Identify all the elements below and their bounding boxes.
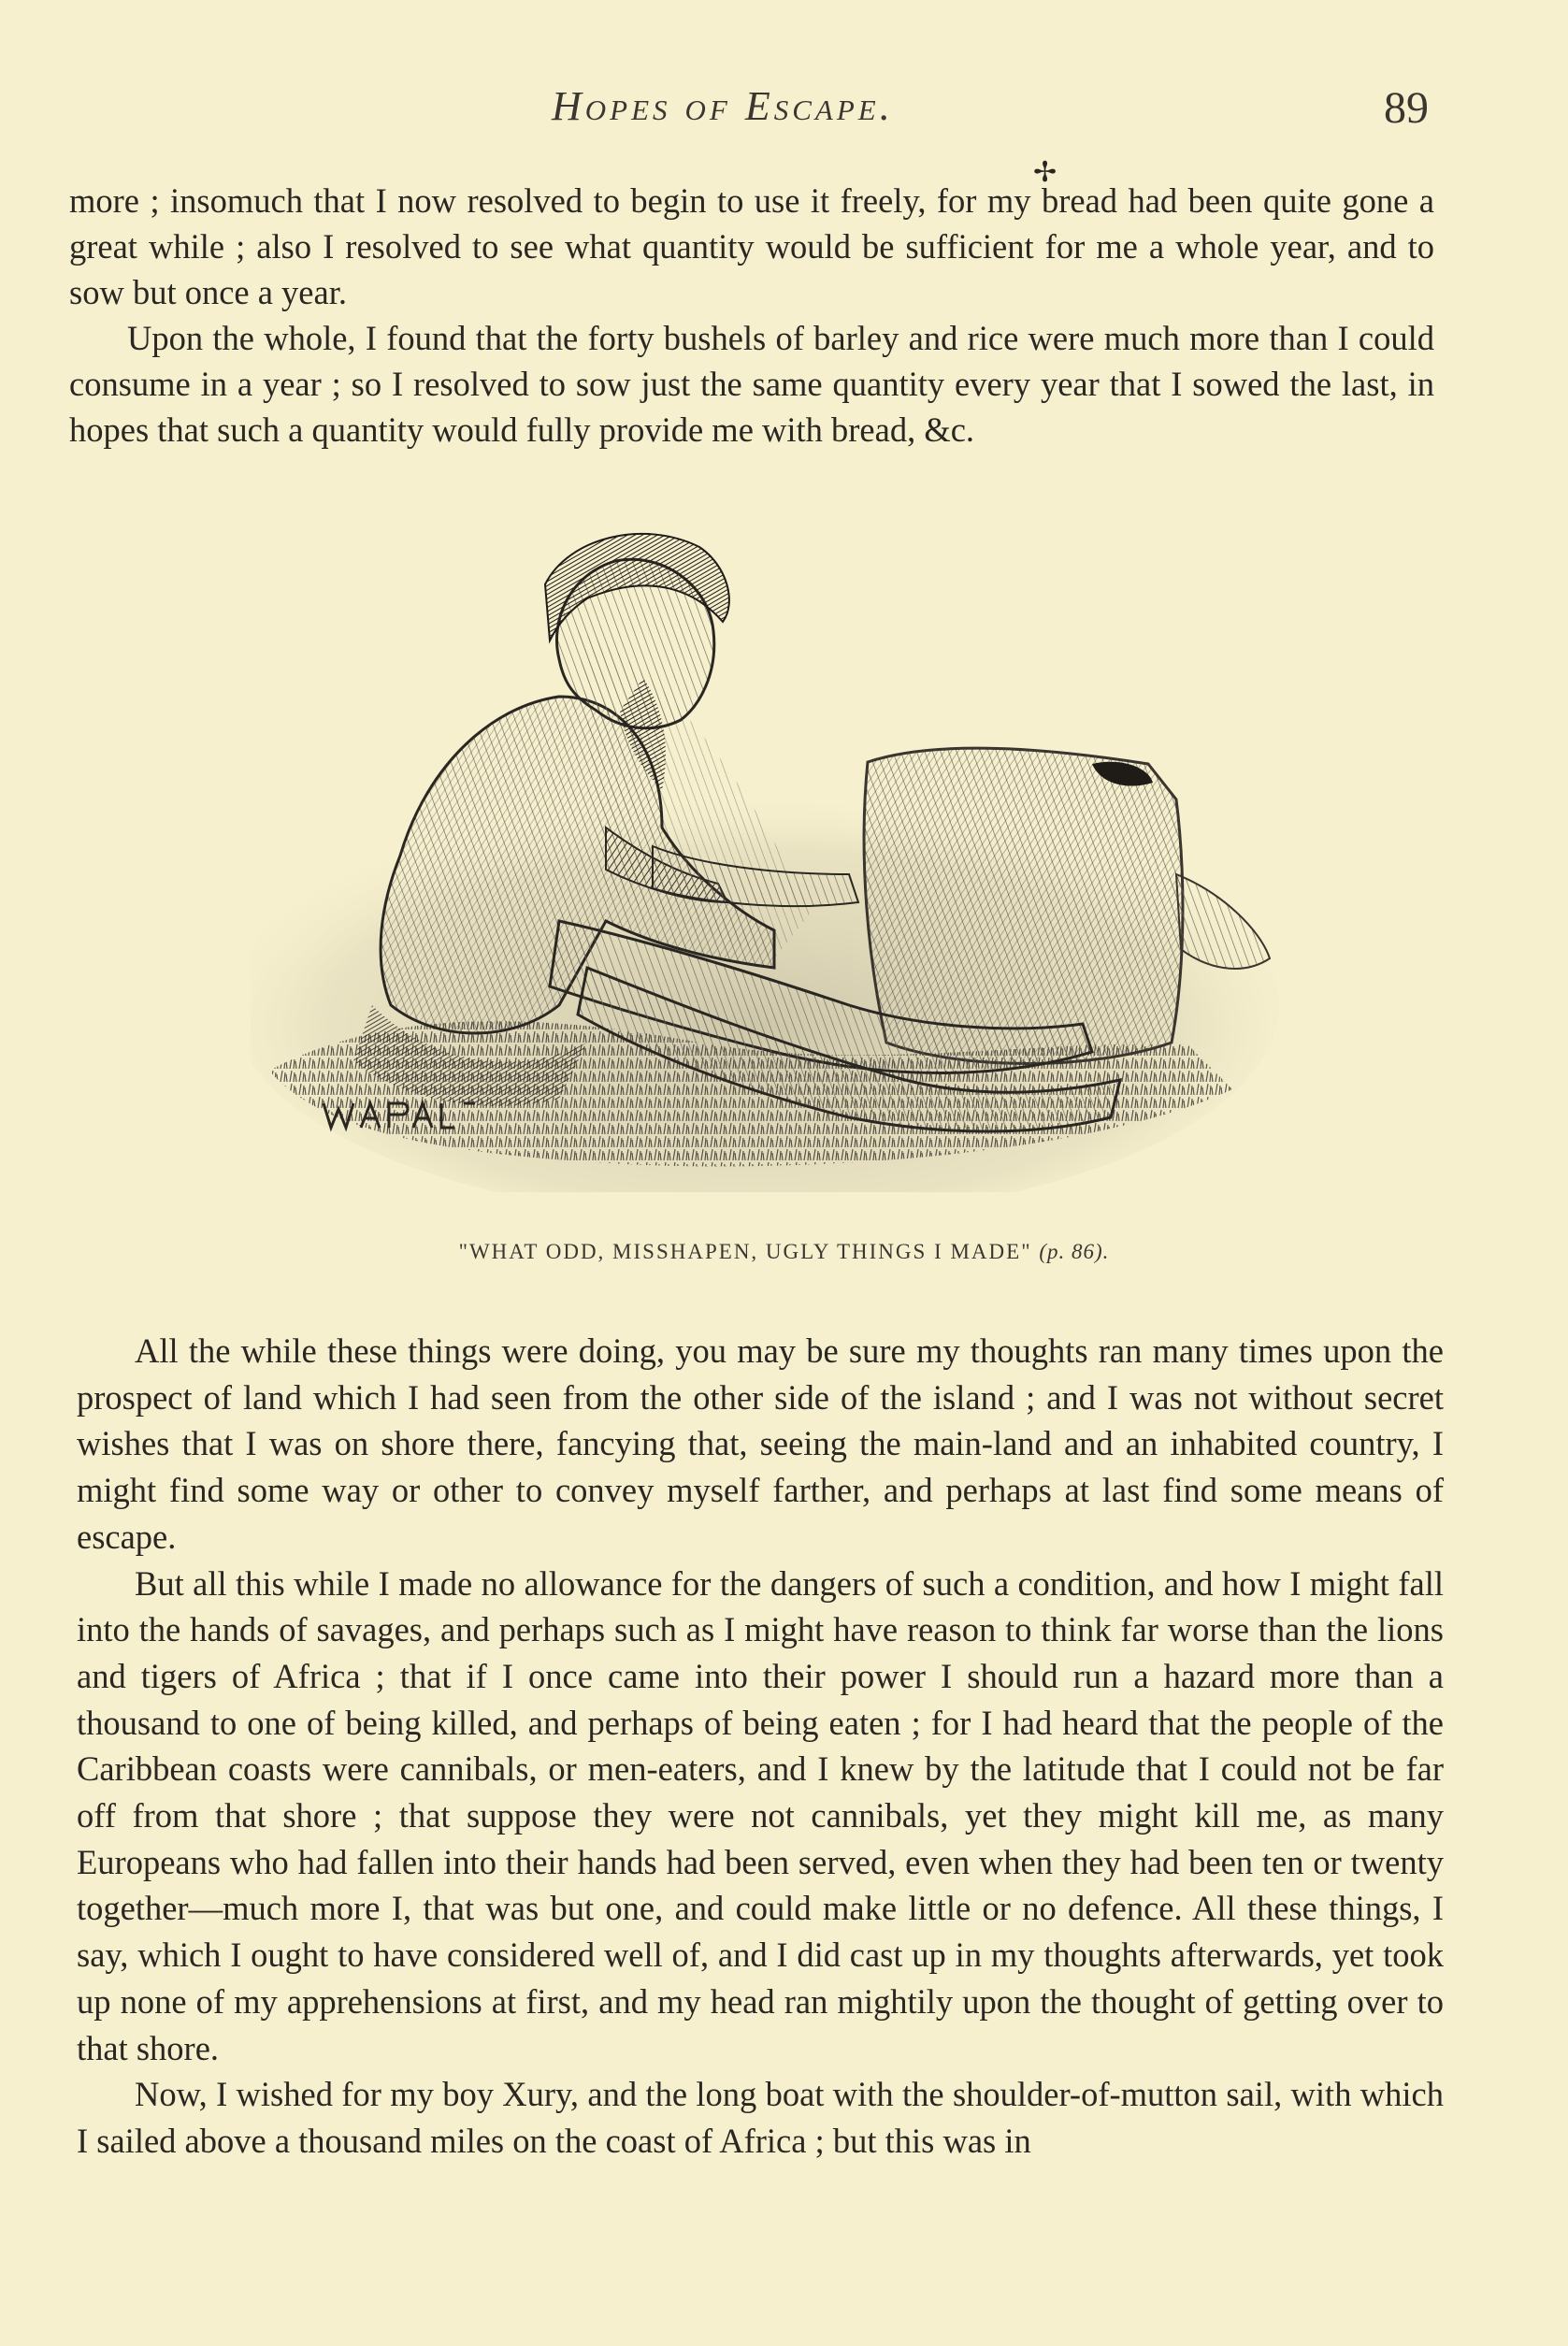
paragraph: more ; insomuch that I now resolved to begin to use it freely, for my bread had been quite gone a great while ; also I resolved to see what quantity would be sufficient for me a whole year, and to sow but once a year.	[69, 181, 1434, 311]
illustration-caption	[0, 1240, 1568, 1264]
running-title: Hopes of Escape.	[552, 83, 894, 129]
caption-text: "WHAT ODD, MISSHAPEN, UGLY THINGS I MADE"	[458, 1240, 1032, 1263]
bottom-text	[77, 1328, 1444, 2165]
paragraph: But all this while I made no allowance for the dangers of such a condition, and how I might fall into the hands of savages, and perhaps such as I might have reason to think far worse than the lions and tigers of Africa ; that if I once came into their power I should run a hazard more than a thousand to one of being killed, and perhaps of being eaten ; for I had heard that the people of the Caribbean coasts were cannibals, or men-eaters, and I knew by the latitude that I could not be far off from that shore ; that suppose they were not cannibals, yet they might kill me, as many Europeans who had fallen into their hands had been served, even when they had been ten or twenty together—much more I, that was but one, and could make little or no defence. All these things, I say, which I ought to have considered well of, and I did cast up in my thoughts afterwards, yet took up none of my apprehensions at first, and my head ran mightily upon the thought of getting over to that shore.	[77, 1563, 1444, 2067]
paragraph: Upon the whole, I found that the forty bushels of barley and rice were much more than I could consume in a year ; so I resolved to sow just the same quantity every year that I sowed the last, in hopes that such a quantity would fully provide me with bread, &c.	[69, 319, 1434, 449]
top-text	[69, 178, 1434, 453]
paragraph: Now, I wished for my boy Xury, and the long boat with the shoulder-of-mutton sail, with which I sailed above a thousand miles on the coast of Africa ; but this was in	[77, 2075, 1444, 2160]
running-head	[0, 82, 1568, 148]
page-number: 89	[1384, 83, 1429, 133]
engraving-illustration	[251, 519, 1288, 1192]
caption-page-reference: (p. 86).	[1039, 1240, 1110, 1263]
ink-mark: ✢	[1033, 157, 1057, 188]
paragraph: All the while these things were doing, you may be sure my thoughts ran many times upon the prospect of land which I had seen from the other side of the island ; and I was not without secret wishes that I was on shore there, fancying that, seeing the main-land and an inhabited country, I might find some way or other to convey myself farther, and perhaps at last find some means of escape.	[77, 1331, 1444, 1556]
